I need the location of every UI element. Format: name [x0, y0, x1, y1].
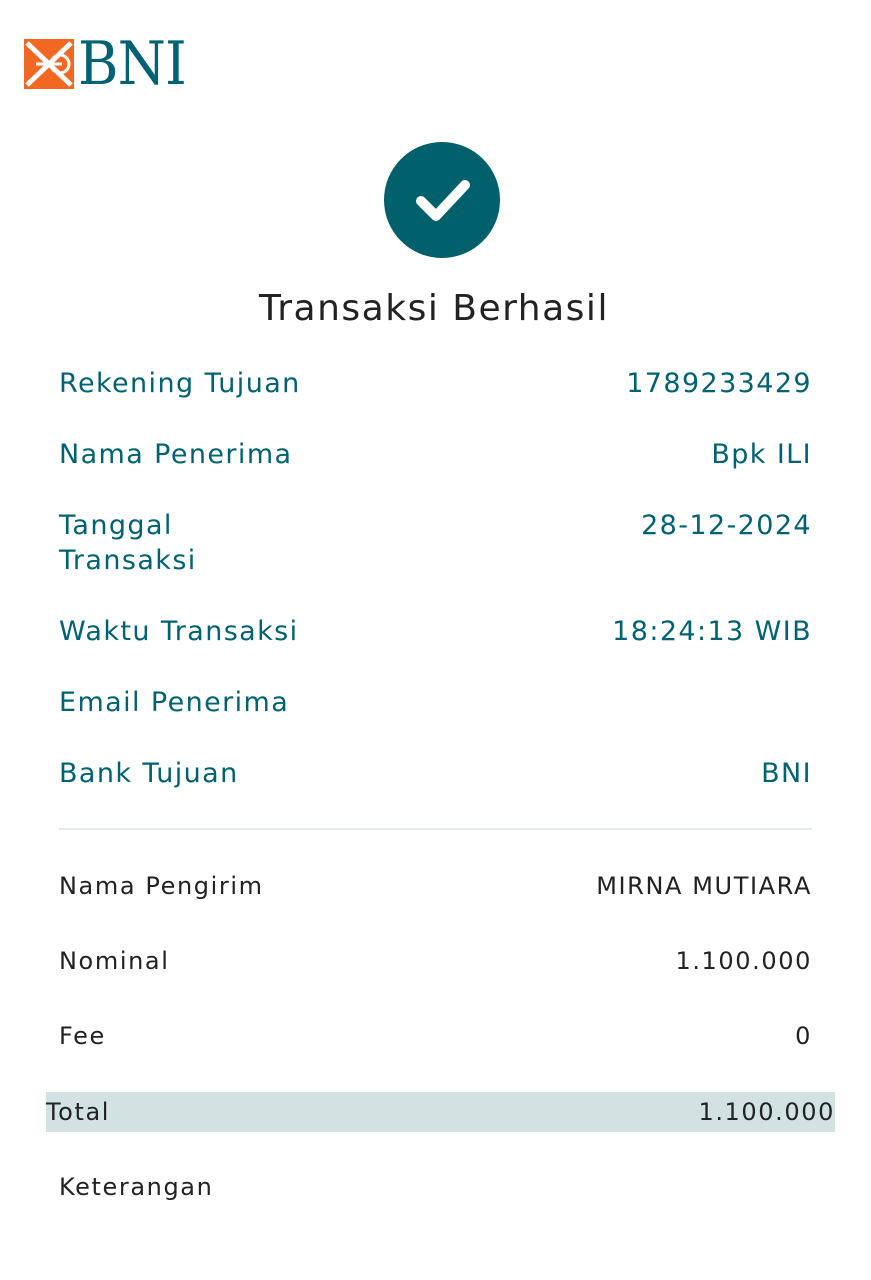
detail-row-email-penerima: [59, 685, 812, 720]
note-row-keterangan: [59, 1171, 812, 1203]
total-row: [46, 1092, 835, 1132]
summary-value: 0: [795, 1022, 812, 1050]
detail-row-waktu-transaksi: [59, 614, 812, 649]
detail-label: Email Penerima: [59, 687, 290, 718]
total-value: 1.100.000: [698, 1098, 835, 1126]
success-check-icon: [384, 142, 500, 258]
detail-row-tanggal-transaksi: [59, 508, 812, 578]
detail-label: Rekening Tujuan: [59, 368, 301, 399]
detail-value: BNI: [761, 758, 812, 789]
detail-value: Bpk ILI: [711, 439, 812, 470]
detail-value: 18:24:13 WIB: [612, 616, 812, 647]
page-title: Transaksi Berhasil: [259, 288, 609, 329]
summary-value: 1.100.000: [675, 947, 812, 975]
detail-label: Tanggal Transaksi: [59, 510, 197, 576]
summary-row-fee: [59, 1020, 812, 1052]
detail-value: 28-12-2024: [641, 510, 812, 541]
summary-label: Fee: [59, 1022, 106, 1050]
detail-label: Bank Tujuan: [59, 758, 239, 789]
detail-label: Waktu Transaksi: [59, 616, 299, 647]
summary-label: Nama Pengirim: [59, 872, 264, 900]
summary-label: Nominal: [59, 947, 170, 975]
detail-row-rekening-tujuan: [59, 366, 812, 401]
summary-value: MIRNA MUTIARA: [596, 872, 812, 900]
summary-row-nominal: [59, 945, 812, 977]
section-divider: [59, 828, 812, 830]
total-label: Total: [46, 1098, 111, 1126]
detail-label: Nama Penerima: [59, 439, 293, 470]
bni-logo: [24, 29, 195, 99]
detail-row-nama-penerima: [59, 437, 812, 472]
bni-logo-mark-icon: [24, 39, 74, 89]
detail-value: 1789233429: [626, 368, 812, 399]
note-label: Keterangan: [59, 1173, 214, 1201]
summary-row-nama-pengirim: [59, 870, 812, 902]
bni-logo-text: BNI: [78, 29, 186, 99]
detail-row-bank-tujuan: [59, 756, 812, 791]
